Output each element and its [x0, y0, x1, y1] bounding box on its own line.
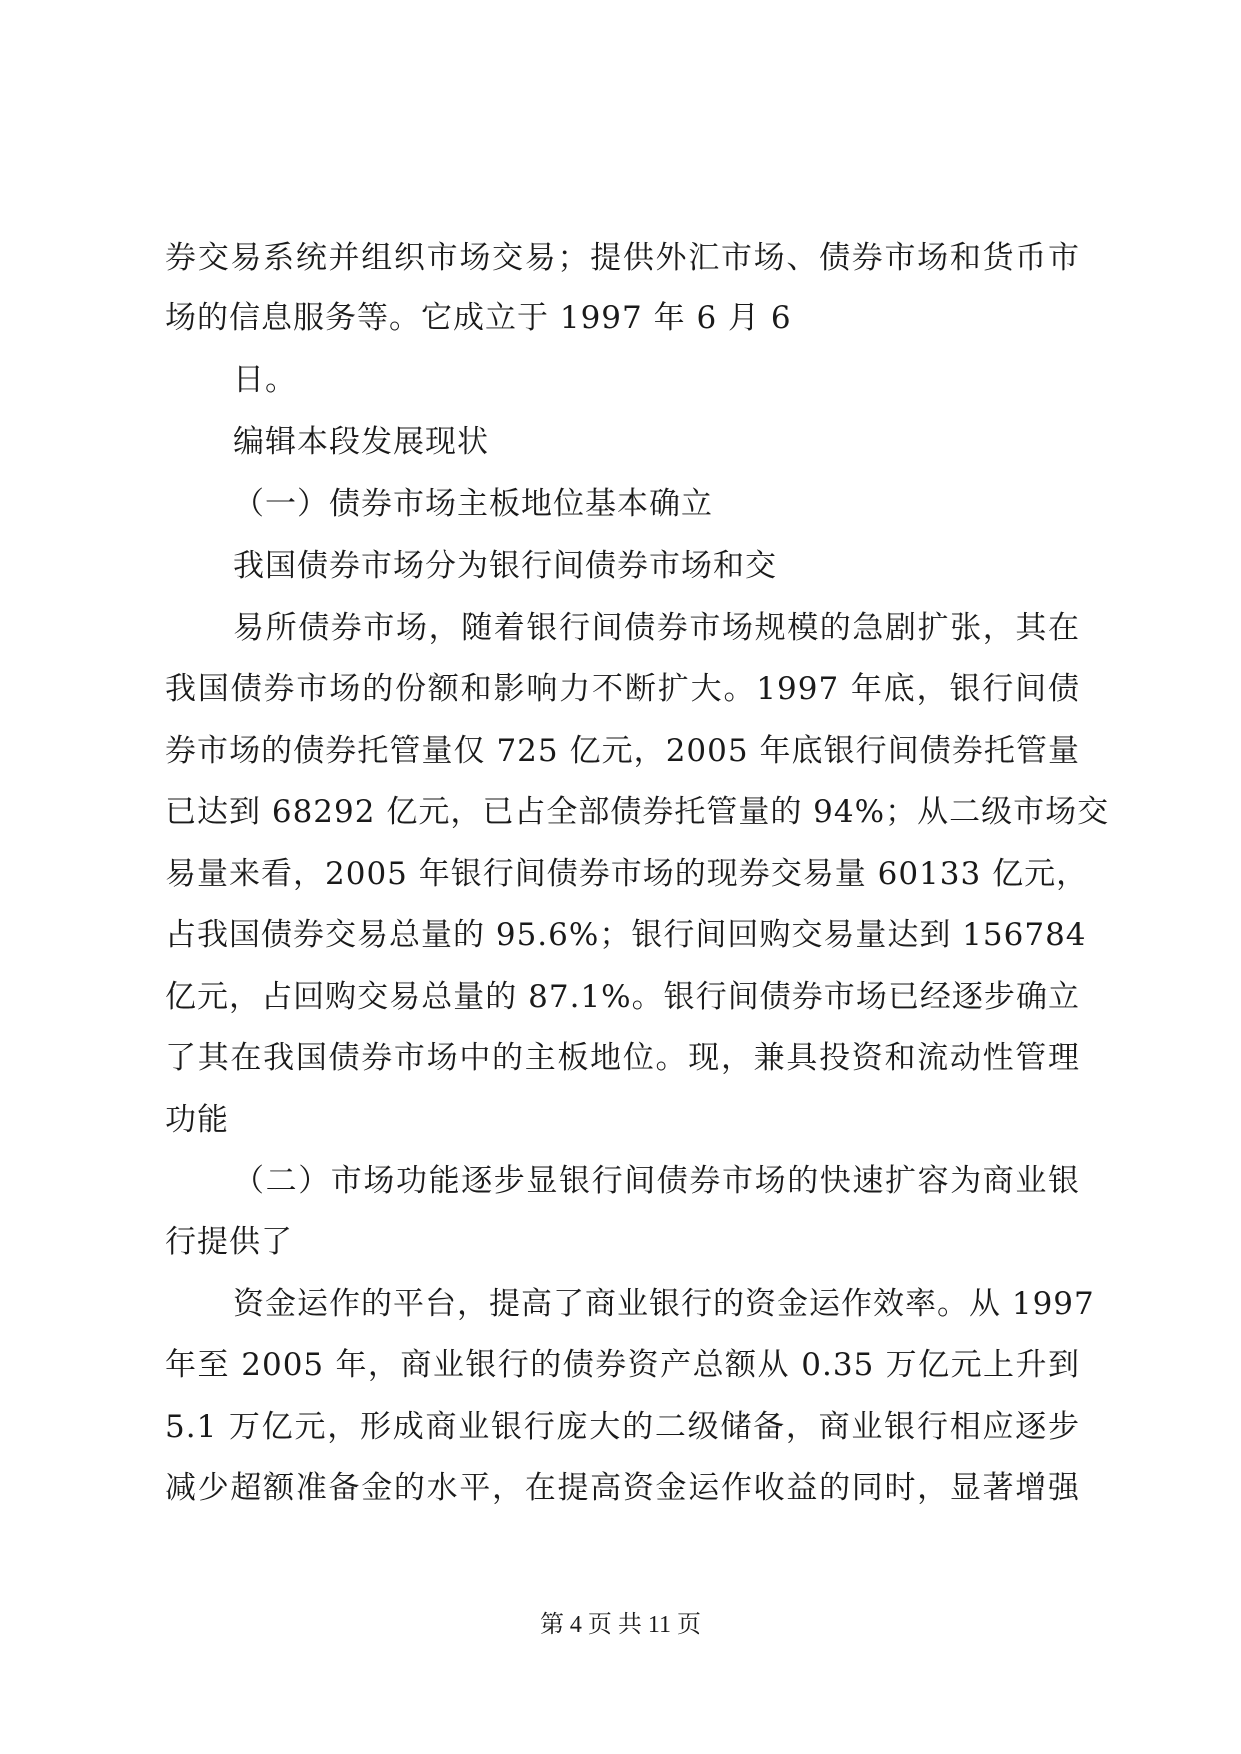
paragraph-line: 场的信息服务等。它成立于 1997 年 6 月 6: [165, 300, 792, 336]
paragraph-line: 功能: [165, 1102, 229, 1138]
paragraph-line: 5.1 万亿元，形成商业银行庞大的二级储备，商业银行相应逐步: [165, 1409, 1080, 1445]
paragraph-line: 已达到 68292 亿元，已占全部债券托管量的 94%；从二级市场交: [165, 794, 1110, 830]
paragraph-line: 我国债券市场分为银行间债券市场和交: [233, 548, 777, 584]
paragraph-line: 日。: [233, 362, 297, 398]
paragraph-line: 年至 2005 年，商业银行的债券资产总额从 0.35 万亿元上升到: [165, 1347, 1080, 1383]
paragraph-line: 我国债券市场的份额和影响力不断扩大。1997 年底，银行间债: [165, 671, 1080, 707]
paragraph-line: 占我国债券交易总量的 95.6%；银行间回购交易量达到 156784: [165, 917, 1087, 953]
paragraph-line: 行提供了: [165, 1224, 293, 1260]
subsection-heading: （一）债券市场主板地位基本确立: [233, 486, 713, 522]
paragraph-line: 了其在我国债券市场中的主板地位。现，兼具投资和流动性管理: [165, 1040, 1080, 1076]
subsection-heading: （二）市场功能逐步显银行间债券市场的快速扩容为商业银: [233, 1163, 1080, 1199]
page-footer: 第 4 页 共 11 页: [539, 1612, 702, 1638]
paragraph-line: 易量来看，2005 年银行间债券市场的现券交易量 60133 亿元，: [165, 856, 1089, 892]
paragraph-line: 券交易系统并组织市场交易；提供外汇市场、债券市场和货币市: [165, 240, 1080, 276]
paragraph-line: 减少超额准备金的水平，在提高资金运作收益的同时，显著增强: [165, 1470, 1080, 1506]
paragraph-line: 亿元，占回购交易总量的 87.1%。银行间债券市场已经逐步确立: [165, 979, 1080, 1015]
paragraph-line: 易所债券市场，随着银行间债券市场规模的急剧扩张，其在: [233, 610, 1080, 646]
paragraph-line: 资金运作的平台，提高了商业银行的资金运作效率。从 1997: [233, 1286, 1095, 1322]
section-heading: 编辑本段发展现状: [233, 424, 489, 460]
paragraph-line: 券市场的债券托管量仅 725 亿元，2005 年底银行间债券托管量: [165, 733, 1080, 769]
